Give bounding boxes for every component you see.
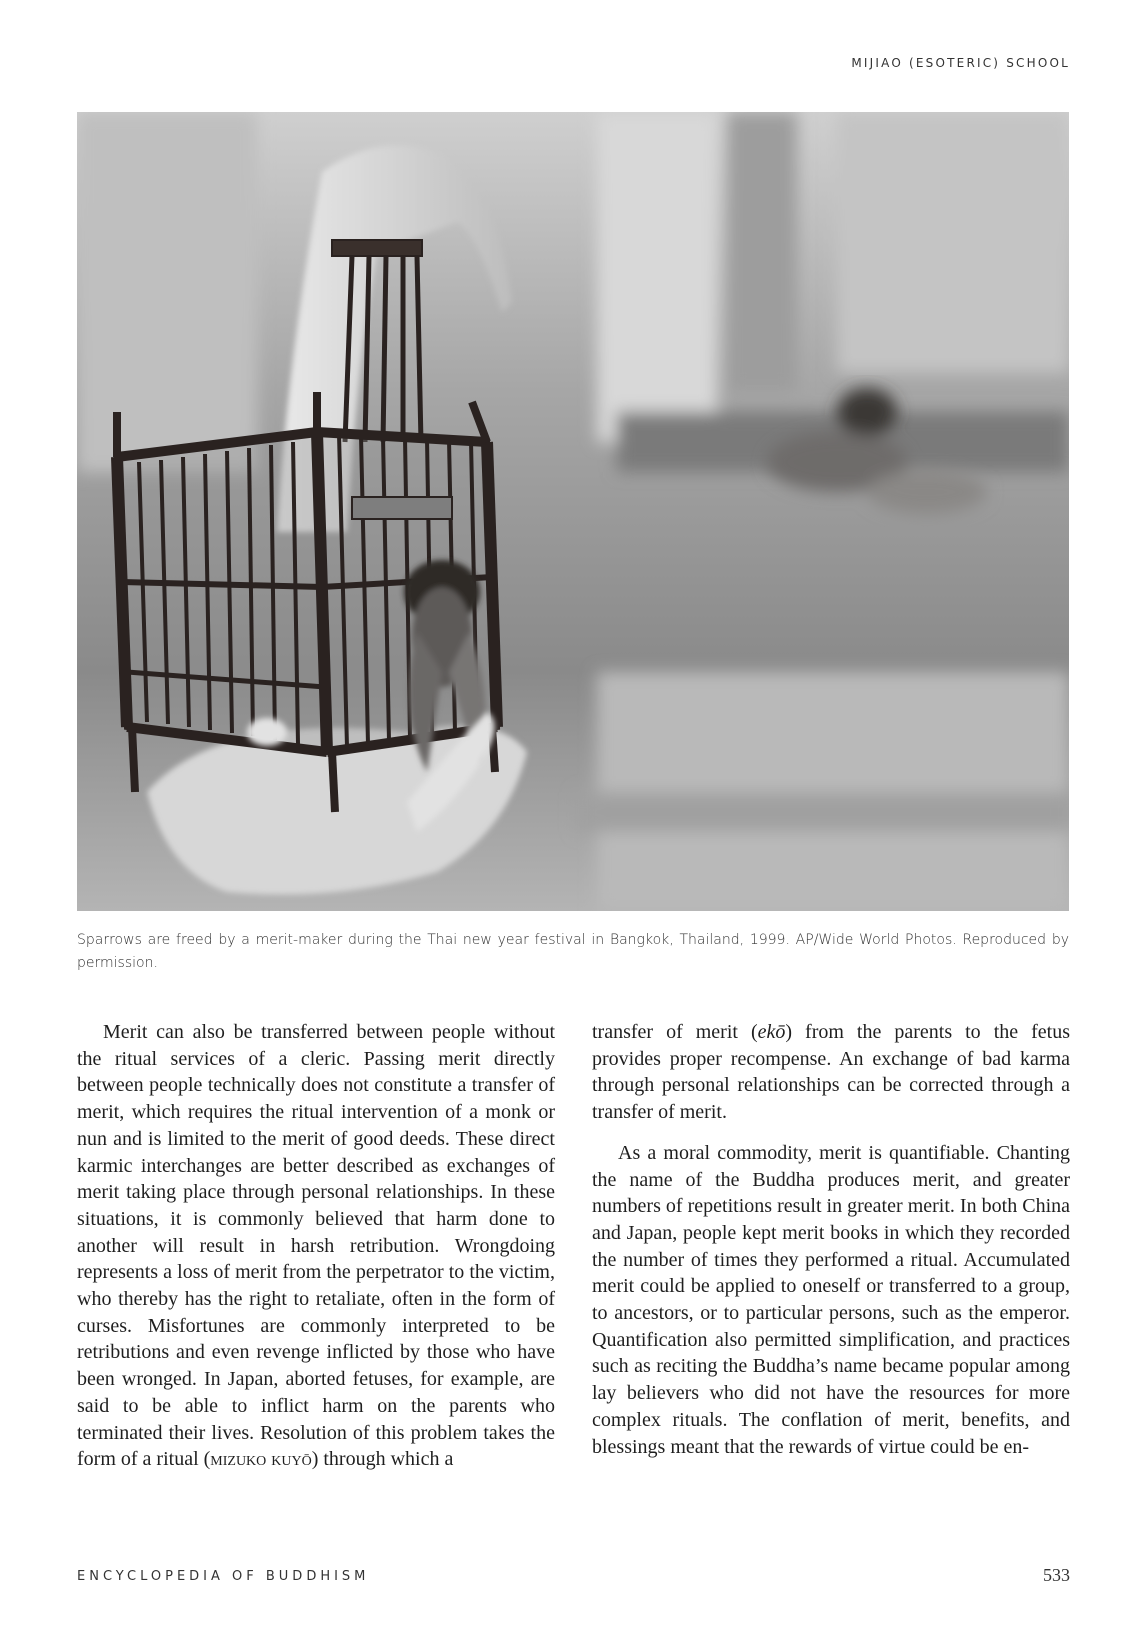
figure-photo xyxy=(77,112,1069,911)
page-number: 533 xyxy=(1043,1565,1070,1585)
text-column-right xyxy=(592,1019,1070,1460)
running-head: MIJIAO (ESOTERIC) SCHOOL xyxy=(851,56,1070,70)
footer-book-title: ENCYCLOPEDIA OF BUDDHISM xyxy=(77,1569,370,1584)
text-column-left xyxy=(77,1019,555,1473)
paragraph xyxy=(77,1019,555,1473)
paragraph-text: ) through which a xyxy=(311,1448,454,1471)
photo-illustration xyxy=(77,112,1069,911)
figure-caption: Sparrows are freed by a merit-maker during the Thai new year festival in Bangkok, Thailand, 1999. AP/Wide World Photos. Reproduced by permission. xyxy=(77,932,1069,971)
paragraph-text: ) from the parents to the fetus provides proper recompense. An exchange of bad karma through personal relationships can be corrected through a transfer of merit. xyxy=(592,1021,1071,1124)
paragraph-text: Merit can also be transferred between people without the ritual services of a cleric. Passing merit directly between people technically does not constitute a transfer of merit, which requires the ritual intervention of a monk or nun and is limited to the merit of good deeds. These direct karmic interchanges are better described as exchanges of merit taking place through personal relationships. In these situations, it is commonly believed that harm done to another will result in harsh retribution. Wrongdoing represents a loss of merit from the perpetrator to the victim, who thereby has the right to retaliate, often in the form of curses. Misfortunes are commonly interpreted to be retributions and even revenge inflicted by those who have been wronged. In Japan, aborted fetuses, for example, are said to be able to inflict harm on the parents who terminated their lives. Resolution of this problem takes the form of a ritual ( xyxy=(77,1021,555,1471)
paragraph: As a moral commodity, merit is quantifiable. Chanting the name of the Buddha produces merit, and greater numbers of repetitions result in greater merit. In both China and Japan, people kept merit books in which they recorded the number of times they performed a ritual. Accumulated merit could be applied to oneself or transferred to a group, to ancestors, or to particular persons, such as the emperor. Quantification also permitted simplification, and practices such as reciting the Buddha’s name became popular among lay believers who did not have the resources for more complex rituals. The conflation of merit, benefits, and blessings meant that the rewards of virtue could be en- xyxy=(592,1141,1070,1458)
paragraph-text: transfer of merit ( xyxy=(592,1021,758,1043)
italic-term: ekō xyxy=(757,1021,786,1043)
cross-reference-term: mizuko kuyō xyxy=(210,1448,312,1471)
paragraph xyxy=(592,1019,1070,1126)
